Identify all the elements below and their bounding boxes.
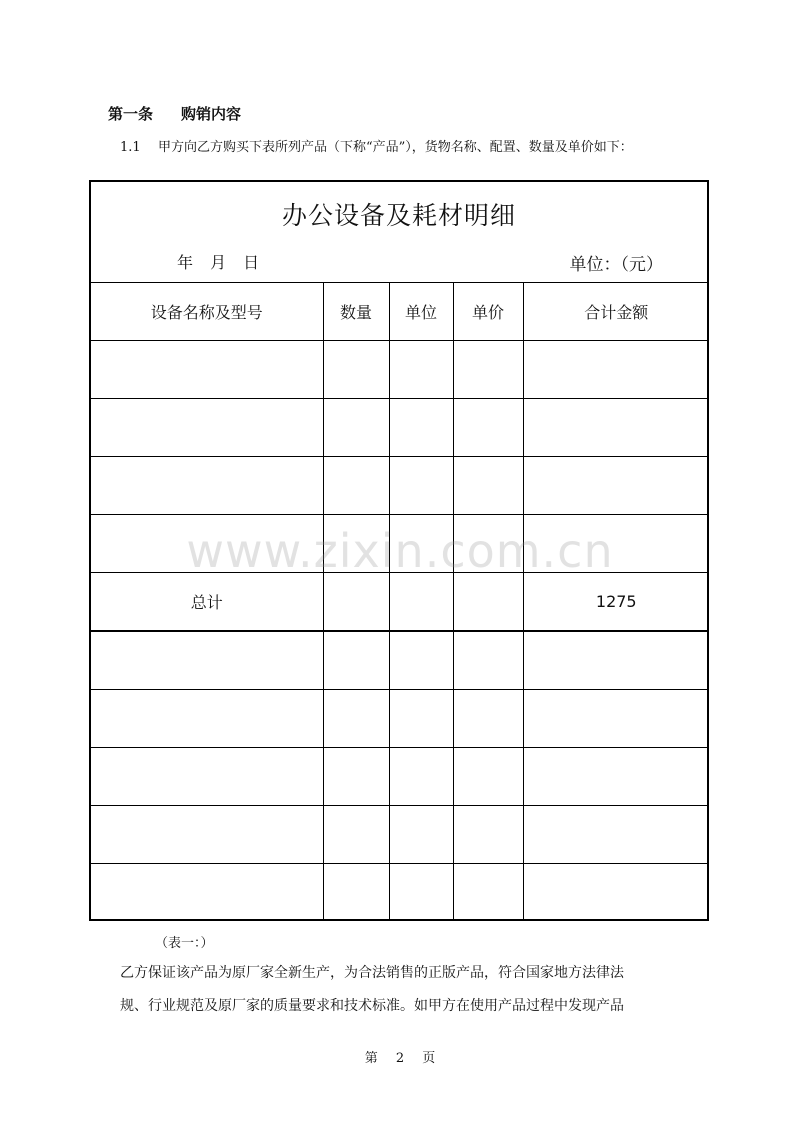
total-row xyxy=(91,573,709,632)
table-cell[interactable] xyxy=(91,457,323,515)
table-row xyxy=(91,690,709,748)
unit-line: 单位：（元） xyxy=(569,255,663,275)
table-cell[interactable] xyxy=(453,748,523,806)
clause-1-1 xyxy=(120,136,633,155)
header-total-amount: 合计金额 xyxy=(523,283,709,341)
table-cell[interactable] xyxy=(389,806,453,864)
table-cell[interactable] xyxy=(323,631,389,690)
date-line: 年 月 日 xyxy=(177,253,260,272)
table-cell[interactable] xyxy=(453,457,523,515)
table-cell[interactable] xyxy=(91,690,323,748)
table-cell[interactable] xyxy=(91,341,323,399)
clause-number: 1.1 xyxy=(120,140,141,155)
paragraph-line-2: 规、行业规范及原厂家的质量要求和技术标准。如甲方在使用产品过程中发现产品 xyxy=(120,998,624,1014)
table-row xyxy=(91,806,709,864)
watermark: www.zixin.com.cn xyxy=(186,524,614,578)
table-cell[interactable] xyxy=(453,341,523,399)
table-cell[interactable] xyxy=(389,690,453,748)
table-cell[interactable] xyxy=(453,631,523,690)
table-cell[interactable] xyxy=(523,748,709,806)
table-header-row xyxy=(91,283,709,341)
table-cell[interactable] xyxy=(523,341,709,399)
table-caption: （表一：） xyxy=(155,936,214,951)
clause-text: 甲方向乙方购买下表所列产品（下称“产品”），货物名称、配置、数量及单价如下： xyxy=(158,140,633,155)
section-heading xyxy=(108,103,241,124)
table-cell[interactable] xyxy=(523,399,709,457)
table-cell[interactable] xyxy=(523,806,709,864)
table-cell[interactable] xyxy=(453,690,523,748)
table-cell[interactable] xyxy=(323,690,389,748)
table-cell[interactable] xyxy=(523,690,709,748)
table-row xyxy=(91,631,709,690)
total-amount: 1275 xyxy=(523,573,709,632)
header-quantity: 数量 xyxy=(323,283,389,341)
table-row xyxy=(91,457,709,515)
table-row xyxy=(91,399,709,457)
table-cell[interactable] xyxy=(323,806,389,864)
table-cell[interactable] xyxy=(389,457,453,515)
table-cell[interactable] xyxy=(389,341,453,399)
table-row xyxy=(91,341,709,399)
section-title: 购销内容 xyxy=(181,105,242,123)
form-title: 办公设备及耗材明细 xyxy=(281,201,516,230)
table-cell[interactable] xyxy=(389,864,453,922)
section-number: 第一条 xyxy=(108,105,154,123)
table-cell[interactable] xyxy=(523,631,709,690)
equipment-table xyxy=(91,282,709,921)
table-cell[interactable] xyxy=(91,806,323,864)
table-cell[interactable] xyxy=(453,573,523,632)
page-number: 第 2 页 xyxy=(364,1051,436,1066)
header-unit-price: 单价 xyxy=(453,283,523,341)
table-row xyxy=(91,748,709,806)
table-cell[interactable] xyxy=(91,864,323,922)
table-row xyxy=(91,864,709,922)
table-cell[interactable] xyxy=(453,864,523,922)
table-cell[interactable] xyxy=(453,399,523,457)
table-cell[interactable] xyxy=(523,457,709,515)
header-unit: 单位 xyxy=(389,283,453,341)
table-cell[interactable] xyxy=(323,748,389,806)
table-cell[interactable] xyxy=(91,748,323,806)
table-cell[interactable] xyxy=(389,573,453,632)
table-cell[interactable] xyxy=(389,631,453,690)
table-cell[interactable] xyxy=(323,341,389,399)
table-cell[interactable] xyxy=(91,399,323,457)
table-cell[interactable] xyxy=(323,573,389,632)
table-cell[interactable] xyxy=(323,399,389,457)
table-cell[interactable] xyxy=(523,864,709,922)
paragraph-line-1: 乙方保证该产品为原厂家全新生产，为合法销售的正版产品，符合国家地方法律法 xyxy=(120,965,624,981)
table-cell[interactable] xyxy=(323,457,389,515)
table-cell[interactable] xyxy=(323,864,389,922)
table-cell[interactable] xyxy=(91,631,323,690)
header-name-model: 设备名称及型号 xyxy=(91,283,323,341)
table-cell[interactable] xyxy=(389,748,453,806)
total-label: 总计 xyxy=(91,573,323,632)
table-cell[interactable] xyxy=(389,399,453,457)
table-cell[interactable] xyxy=(453,806,523,864)
